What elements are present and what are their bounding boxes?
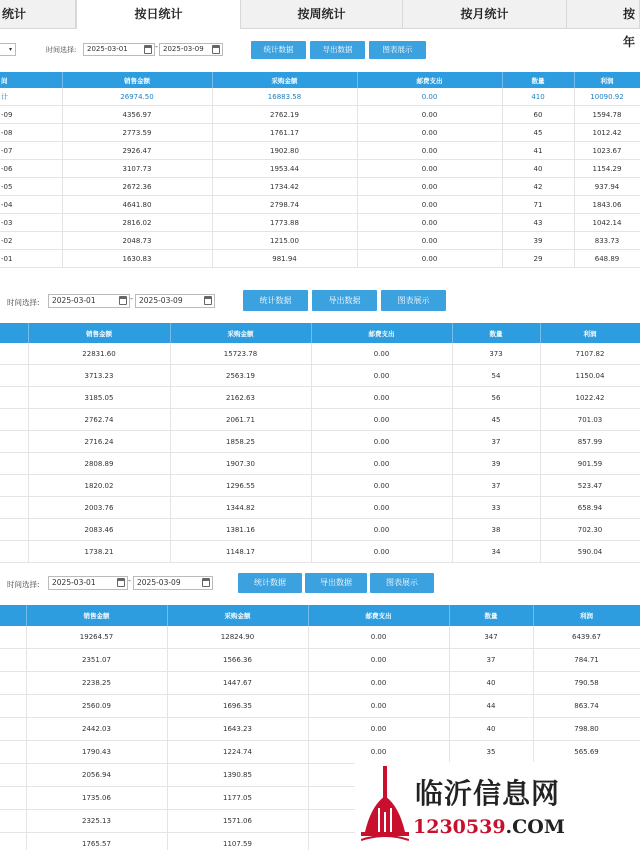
chart-button[interactable]: 图表展示 (370, 573, 434, 593)
date-cell (0, 649, 26, 672)
postage-cell: 0.00 (311, 475, 452, 497)
chart-button[interactable]: 图表展示 (369, 41, 426, 59)
site-watermark (355, 762, 640, 850)
date-cell (0, 541, 28, 563)
purchase-cell: 1177.05 (167, 787, 308, 810)
postage-cell: 0.00 (311, 387, 452, 409)
table-row (0, 718, 640, 741)
purchase-cell: 1953.44 (212, 160, 357, 178)
emblem-logo-icon (361, 766, 409, 846)
stats-button[interactable]: 统计数据 (243, 290, 308, 311)
postage-cell: 0.00 (357, 232, 502, 250)
purchase-cell: 2061.71 (170, 409, 311, 431)
watermark-url (413, 816, 565, 838)
table-row (0, 649, 640, 672)
profit-cell: 833.73 (574, 232, 640, 250)
column-header[interactable] (0, 323, 28, 343)
table-row (0, 178, 640, 196)
table-row (0, 106, 640, 124)
purchase-cell: 1907.30 (170, 453, 311, 475)
profit-cell: 1843.06 (574, 196, 640, 214)
quantity-cell: 35 (449, 741, 533, 764)
postage-cell: 0.00 (308, 626, 449, 649)
postage-cell: 0.00 (357, 214, 502, 232)
sales-cell: 2560.09 (26, 695, 167, 718)
tab-daily[interactable]: 按日统计 (76, 0, 241, 29)
purchase-cell: 1381.16 (170, 519, 311, 541)
partial-select[interactable]: ▾ (0, 43, 16, 56)
quantity-cell: 37 (449, 649, 533, 672)
quantity-cell: 34 (452, 541, 540, 563)
postage-cell: 0.00 (311, 409, 452, 431)
profit-cell: 1022.42 (540, 387, 640, 409)
sales-cell: 22831.60 (28, 343, 170, 365)
sales-cell: 3713.23 (28, 365, 170, 387)
profit-cell: 658.94 (540, 497, 640, 519)
table-row (0, 250, 640, 268)
date-cell (0, 718, 26, 741)
purchase-cell: 981.94 (212, 250, 357, 268)
end-date-input[interactable] (135, 294, 215, 308)
date-cell (0, 365, 28, 387)
total-row (0, 626, 640, 649)
profit-cell: 1150.04 (540, 365, 640, 387)
sales-cell: 2238.25 (26, 672, 167, 695)
header-row (0, 605, 640, 626)
postage-cell: 0.00 (311, 541, 452, 563)
sales-cell: 2083.46 (28, 519, 170, 541)
calendar-icon[interactable] (144, 45, 152, 54)
header-row (0, 72, 640, 88)
postage-cell: 0.00 (357, 250, 502, 268)
sales-cell: 4356.97 (62, 106, 212, 124)
stats-panel-1 (0, 38, 640, 288)
quantity-cell: 29 (502, 250, 574, 268)
profit-cell: 784.71 (533, 649, 640, 672)
date-label: 时间选择: (7, 580, 40, 589)
watermark-title: 临沂信息网 (415, 777, 561, 810)
date-cell: -06 (0, 160, 62, 178)
sales-cell: 2325.13 (26, 810, 167, 833)
quantity-cell: 60 (502, 106, 574, 124)
quantity-cell: 39 (502, 232, 574, 250)
column-header[interactable]: 邮费支出 (308, 605, 449, 626)
column-header[interactable]: 邮费支出 (357, 72, 502, 88)
postage-cell: 0.00 (308, 649, 449, 672)
tab-partial-left[interactable]: 统计 (0, 0, 76, 28)
column-header[interactable]: 采购金额 (170, 323, 311, 343)
tab-yearly-partial[interactable]: 按年 (567, 0, 640, 28)
table-row (0, 196, 640, 214)
postage-cell: 0.00 (311, 365, 452, 387)
end-date-value: 2025-03-09 (137, 578, 181, 587)
table-row (0, 365, 640, 387)
date-cell: 计 (0, 88, 62, 106)
profit-cell: 857.99 (540, 431, 640, 453)
date-cell (0, 787, 26, 810)
sales-cell: 1735.06 (26, 787, 167, 810)
export-button[interactable]: 导出数据 (310, 41, 365, 59)
date-cell (0, 475, 28, 497)
purchase-cell: 1390.85 (167, 764, 308, 787)
table-row (0, 519, 640, 541)
date-cell (0, 626, 26, 649)
table-row (0, 541, 640, 563)
start-date-input[interactable] (48, 576, 128, 590)
sales-cell: 1820.02 (28, 475, 170, 497)
stats-button[interactable]: 统计数据 (238, 573, 302, 593)
date-cell (0, 497, 28, 519)
sales-cell: 2808.89 (28, 453, 170, 475)
date-label: 时间选择: (7, 298, 40, 307)
sales-cell: 1765.57 (26, 833, 167, 850)
quantity-cell: 410 (502, 88, 574, 106)
calendar-icon[interactable] (117, 578, 125, 587)
profit-cell: 863.74 (533, 695, 640, 718)
date-cell: -02 (0, 232, 62, 250)
date-cell: -04 (0, 196, 62, 214)
sales-cell: 2672.36 (62, 178, 212, 196)
table-row (0, 124, 640, 142)
sales-cell: 2926.47 (62, 142, 212, 160)
quantity-cell: 347 (449, 626, 533, 649)
profit-cell: 701.03 (540, 409, 640, 431)
chart-button[interactable]: 图表展示 (381, 290, 446, 311)
profit-cell: 798.80 (533, 718, 640, 741)
end-date-input[interactable] (159, 43, 223, 56)
postage-cell: 0.00 (357, 160, 502, 178)
quantity-cell: 71 (502, 196, 574, 214)
filter-toolbar (0, 38, 640, 66)
profit-cell: 648.89 (574, 250, 640, 268)
calendar-icon[interactable] (202, 578, 210, 587)
table-row (0, 475, 640, 497)
sales-cell: 2442.03 (26, 718, 167, 741)
column-header[interactable]: 销售金额 (62, 72, 212, 88)
quantity-cell: 40 (449, 672, 533, 695)
sales-cell: 1630.83 (62, 250, 212, 268)
end-date-value: 2025-03-09 (139, 296, 183, 305)
sales-cell: 1790.43 (26, 741, 167, 764)
purchase-cell: 1773.88 (212, 214, 357, 232)
purchase-cell: 1224.74 (167, 741, 308, 764)
stats-table-2 (0, 323, 640, 563)
date-cell: -07 (0, 142, 62, 160)
quantity-cell: 37 (452, 475, 540, 497)
header-row (0, 323, 640, 343)
quantity-cell: 54 (452, 365, 540, 387)
start-date-value: 2025-03-01 (87, 45, 128, 53)
date-separator: - (128, 576, 131, 585)
watermark-url-suffix: .COM (505, 816, 565, 838)
start-date-input[interactable] (48, 294, 130, 308)
profit-cell: 901.59 (540, 453, 640, 475)
profit-cell: 565.69 (533, 741, 640, 764)
quantity-cell: 33 (452, 497, 540, 519)
date-cell (0, 672, 26, 695)
quantity-cell: 37 (452, 431, 540, 453)
column-header[interactable]: 采购金额 (167, 605, 308, 626)
purchase-cell: 1734.42 (212, 178, 357, 196)
tab-weekly[interactable]: 按周统计 (241, 0, 403, 28)
quantity-cell: 40 (502, 160, 574, 178)
filter-toolbar (0, 570, 640, 598)
table-row (0, 695, 640, 718)
column-header[interactable]: 数量 (502, 72, 574, 88)
purchase-cell: 2563.19 (170, 365, 311, 387)
postage-cell: 0.00 (311, 343, 452, 365)
sales-cell: 19264.57 (26, 626, 167, 649)
stats-panel-2 (0, 287, 640, 567)
date-cell (0, 764, 26, 787)
postage-cell: 0.00 (308, 695, 449, 718)
sales-cell: 3107.73 (62, 160, 212, 178)
purchase-cell: 1571.06 (167, 810, 308, 833)
purchase-cell: 1215.00 (212, 232, 357, 250)
table-row (0, 232, 640, 250)
table-row (0, 142, 640, 160)
watermark-url-number: 1230539 (413, 816, 506, 838)
date-cell (0, 409, 28, 431)
purchase-cell: 1858.25 (170, 431, 311, 453)
date-cell (0, 833, 26, 850)
purchase-cell: 1643.23 (167, 718, 308, 741)
sales-cell: 2816.02 (62, 214, 212, 232)
date-cell: -03 (0, 214, 62, 232)
quantity-cell: 39 (452, 453, 540, 475)
calendar-icon[interactable] (119, 296, 127, 305)
table-row (0, 409, 640, 431)
date-cell (0, 343, 28, 365)
purchase-cell: 1107.59 (167, 833, 308, 850)
export-button[interactable]: 导出数据 (312, 290, 377, 311)
sales-cell: 1738.21 (28, 541, 170, 563)
quantity-cell: 373 (452, 343, 540, 365)
quantity-cell: 41 (502, 142, 574, 160)
purchase-cell: 2162.63 (170, 387, 311, 409)
profit-cell: 7107.82 (540, 343, 640, 365)
date-cell (0, 431, 28, 453)
purchase-cell: 15723.78 (170, 343, 311, 365)
purchase-cell: 2798.74 (212, 196, 357, 214)
table-row (0, 387, 640, 409)
sales-cell: 3185.05 (28, 387, 170, 409)
total-row (0, 88, 640, 106)
column-header[interactable]: 利润 (540, 323, 640, 343)
profit-cell: 1012.42 (574, 124, 640, 142)
table-row (0, 741, 640, 764)
sales-cell: 4641.80 (62, 196, 212, 214)
table-row (0, 431, 640, 453)
column-header[interactable]: 销售金额 (28, 323, 170, 343)
quantity-cell: 56 (452, 387, 540, 409)
postage-cell: 0.00 (357, 124, 502, 142)
total-row (0, 343, 640, 365)
table-row (0, 214, 640, 232)
column-header[interactable]: 利润 (533, 605, 640, 626)
start-date-input[interactable] (83, 43, 155, 56)
profit-cell: 590.04 (540, 541, 640, 563)
column-header[interactable]: 邮费支出 (311, 323, 452, 343)
postage-cell: 0.00 (357, 88, 502, 106)
purchase-cell: 1296.55 (170, 475, 311, 497)
table-row (0, 672, 640, 695)
profit-cell: 1042.14 (574, 214, 640, 232)
purchase-cell: 1566.36 (167, 649, 308, 672)
postage-cell: 0.00 (357, 106, 502, 124)
quantity-cell: 38 (452, 519, 540, 541)
start-date-value: 2025-03-01 (52, 296, 96, 305)
purchase-cell: 1447.67 (167, 672, 308, 695)
sales-cell: 2056.94 (26, 764, 167, 787)
sales-cell: 2762.74 (28, 409, 170, 431)
sales-cell: 2048.73 (62, 232, 212, 250)
postage-cell: 0.00 (357, 142, 502, 160)
profit-cell: 1154.29 (574, 160, 640, 178)
postage-cell: 0.00 (311, 431, 452, 453)
stats-button[interactable]: 统计数据 (251, 41, 306, 59)
date-cell: -01 (0, 250, 62, 268)
purchase-cell: 2762.19 (212, 106, 357, 124)
purchase-cell: 1344.82 (170, 497, 311, 519)
purchase-cell: 16883.58 (212, 88, 357, 106)
column-header[interactable]: 数量 (449, 605, 533, 626)
purchase-cell: 1696.35 (167, 695, 308, 718)
quantity-cell: 45 (452, 409, 540, 431)
postage-cell: 0.00 (308, 741, 449, 764)
quantity-cell: 40 (449, 718, 533, 741)
postage-cell: 0.00 (357, 178, 502, 196)
quantity-cell: 45 (502, 124, 574, 142)
profit-cell: 790.58 (533, 672, 640, 695)
profit-cell: 10090.92 (574, 88, 640, 106)
table-row (0, 497, 640, 519)
postage-cell: 0.00 (311, 497, 452, 519)
sales-cell: 2773.59 (62, 124, 212, 142)
column-header[interactable]: 采购金额 (212, 72, 357, 88)
sales-cell: 2716.24 (28, 431, 170, 453)
postage-cell: 0.00 (308, 672, 449, 695)
date-cell (0, 695, 26, 718)
stats-table-1 (0, 72, 640, 268)
column-header[interactable]: 销售金额 (26, 605, 167, 626)
postage-cell: 0.00 (311, 519, 452, 541)
profit-cell: 937.94 (574, 178, 640, 196)
table-row (0, 160, 640, 178)
quantity-cell: 42 (502, 178, 574, 196)
export-button[interactable]: 导出数据 (305, 573, 367, 593)
date-cell: -08 (0, 124, 62, 142)
start-date-value: 2025-03-01 (52, 578, 96, 587)
column-header[interactable]: 间 (0, 72, 62, 88)
quantity-cell: 43 (502, 214, 574, 232)
purchase-cell: 1148.17 (170, 541, 311, 563)
profit-cell: 523.47 (540, 475, 640, 497)
sales-cell: 2003.76 (28, 497, 170, 519)
postage-cell: 0.00 (311, 453, 452, 475)
profit-cell: 1594.78 (574, 106, 640, 124)
profit-cell: 1023.67 (574, 142, 640, 160)
column-header[interactable] (0, 605, 26, 626)
date-cell (0, 387, 28, 409)
date-cell (0, 519, 28, 541)
date-cell (0, 741, 26, 764)
profit-cell: 702.30 (540, 519, 640, 541)
date-cell: -09 (0, 106, 62, 124)
date-cell: -05 (0, 178, 62, 196)
calendar-icon[interactable] (204, 296, 212, 305)
date-cell (0, 810, 26, 833)
tab-monthly[interactable]: 按月统计 (403, 0, 567, 28)
end-date-input[interactable] (133, 576, 213, 590)
sales-cell: 26974.50 (62, 88, 212, 106)
postage-cell: 0.00 (357, 196, 502, 214)
postage-cell: 0.00 (308, 718, 449, 741)
column-header[interactable]: 利润 (574, 72, 640, 88)
quantity-cell: 44 (449, 695, 533, 718)
date-cell (0, 453, 28, 475)
purchase-cell: 1902.80 (212, 142, 357, 160)
purchase-cell: 1761.17 (212, 124, 357, 142)
column-header[interactable]: 数量 (452, 323, 540, 343)
date-label: 时间选择: (46, 46, 77, 54)
filter-toolbar (0, 287, 640, 315)
calendar-icon[interactable] (212, 45, 220, 54)
table-row (0, 453, 640, 475)
date-separator: - (130, 294, 133, 303)
sales-cell: 2351.07 (26, 649, 167, 672)
profit-cell: 6439.67 (533, 626, 640, 649)
purchase-cell: 12824.90 (167, 626, 308, 649)
end-date-value: 2025-03-09 (163, 45, 204, 53)
date-separator: - (155, 42, 158, 51)
